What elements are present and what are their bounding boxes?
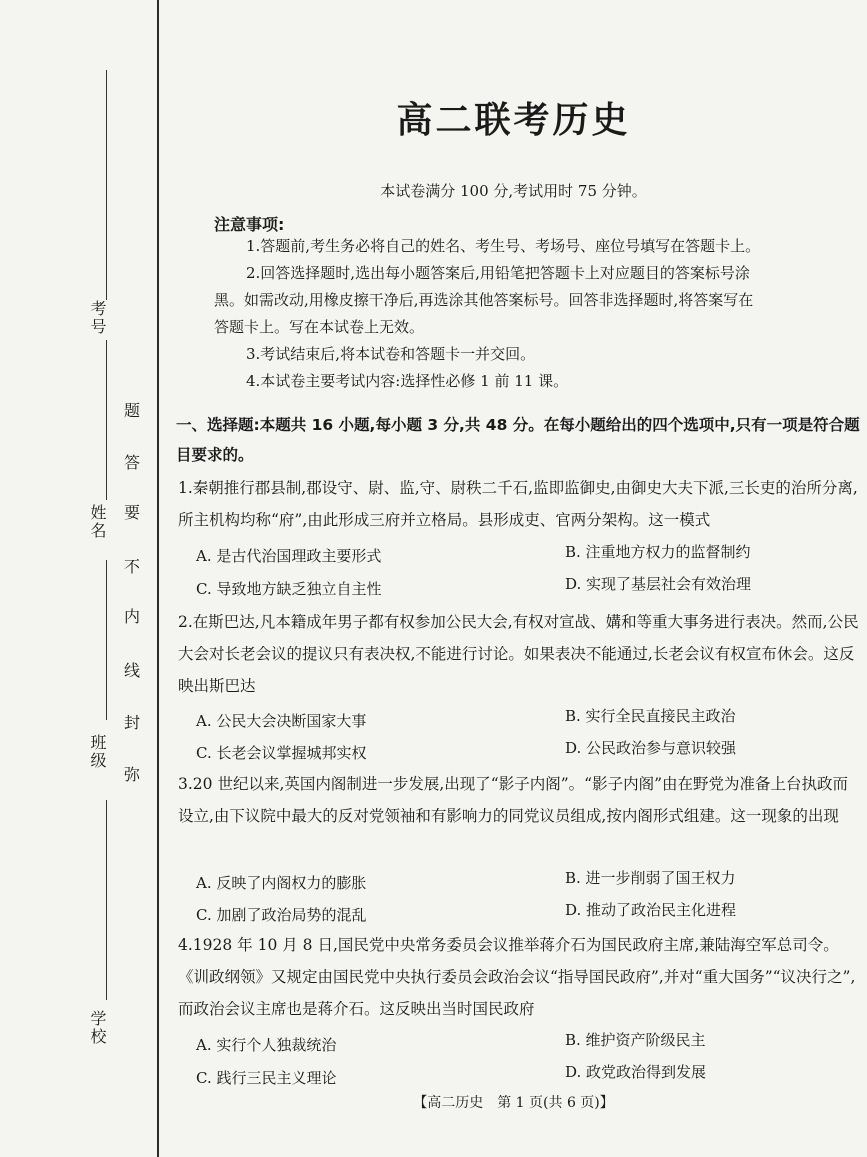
page-title: 高二联考历史 bbox=[396, 100, 631, 141]
option-b: B. 维护资产阶级民主 bbox=[565, 1031, 706, 1049]
seal-char: 线 bbox=[124, 661, 141, 680]
option-a: A. 反映了内阁权力的膨胀 bbox=[196, 874, 367, 892]
notice-line: 答题卡上。写在本试卷上无效。 bbox=[214, 318, 425, 336]
question-stem: 4.1928 年 10 月 8 日,国民党中央常务委员会议推举蒋介石为国民政府主席,兼陆海空军总司令。《训政纲领》又规定由国民党中央执行委员会政治会议“指导国民政府”,并对“重大国务”“议决行之”,而政治会议主席也是蒋介石。这反映出当时国民政府 bbox=[178, 936, 856, 1018]
seal-char: 答 bbox=[124, 453, 141, 472]
option-c: C. 长老会议掌握城邦实权 bbox=[196, 744, 367, 762]
question-stem: 2.在斯巴达,凡本籍成年男子都有权参加公民大会,有权对宣战、媾和等重大事务进行表决。然而,公民大会对长老会议的提议只有表决权,不能进行讨论。如果表决不能通过,长老会议有权宣布休会。这反映出斯巴达 bbox=[178, 613, 859, 695]
notice-line: 3.考试结束后,将本试卷和答题卡一并交回。 bbox=[246, 345, 536, 363]
option-a: A. 是古代治国理政主要形式 bbox=[196, 547, 382, 565]
seal-char: 不 bbox=[124, 557, 141, 576]
seal-char: 弥 bbox=[124, 765, 141, 784]
question-stem: 3.20 世纪以来,英国内阁制进一步发展,出现了“影子内阁”。“影子内阁”由在野党为准备上台执政而设立,由下议院中最大的反对党领袖和有影响力的同党议员组成,按内阁形式组建。这一现象的出现 bbox=[178, 775, 848, 825]
exam-no-line bbox=[106, 70, 107, 300]
option-b: B. 进一步削弱了国王权力 bbox=[565, 869, 736, 887]
option-a: A. 公民大会决断国家大事 bbox=[196, 712, 367, 730]
name-label: 姓名 bbox=[88, 504, 107, 540]
notice-heading: 注意事项: bbox=[214, 215, 285, 234]
option-d: D. 政党政治得到发展 bbox=[565, 1063, 707, 1081]
section-heading: 一、选择题:本题共 16 小题,每小题 3 分,共 48 分。在每小题给出的四个选项中,只有一项是符合题目要求的。 bbox=[176, 416, 860, 464]
school-label: 学校 bbox=[88, 1010, 107, 1046]
notice-line: 1.答题前,考生务必将自己的姓名、考生号、考场号、座位号填写在答题卡上。 bbox=[246, 237, 761, 255]
question-stem: 1.秦朝推行郡县制,郡设守、尉、监,守、尉秩二千石,监即监御史,由御史大夫下派,三长吏的治所分离,所主机构均称“府”,由此形成三府并立格局。县形成吏、官两分架构。这一模式 bbox=[178, 479, 858, 529]
name-line bbox=[106, 340, 107, 500]
page-footer: 【高二历史 第 1 页(共 6 页)】 bbox=[413, 1095, 614, 1111]
exam-info: 本试卷满分 100 分,考试用时 75 分钟。 bbox=[380, 182, 647, 200]
notice-line: 4.本试卷主要考试内容:选择性必修 1 前 11 课。 bbox=[246, 372, 569, 390]
option-d: D. 推动了政治民主化进程 bbox=[565, 901, 737, 919]
option-c: C. 践行三民主义理论 bbox=[196, 1069, 337, 1087]
option-d: D. 公民政治参与意识较强 bbox=[565, 739, 737, 757]
seal-char: 封 bbox=[124, 713, 141, 732]
seal-char: 要 bbox=[124, 503, 141, 522]
school-line bbox=[106, 800, 107, 1000]
seal-char: 内 bbox=[124, 607, 141, 626]
binding-margin bbox=[0, 0, 160, 1157]
option-b: B. 实行全民直接民主政治 bbox=[565, 707, 736, 725]
seal-char: 题 bbox=[124, 401, 141, 420]
binding-rule bbox=[157, 0, 159, 1157]
option-c: C. 导致地方缺乏独立自主性 bbox=[196, 580, 382, 598]
class-label: 班级 bbox=[88, 734, 107, 770]
option-a: A. 实行个人独裁统治 bbox=[196, 1036, 337, 1054]
class-line bbox=[106, 560, 107, 720]
notice-line: 黑。如需改动,用橡皮擦干净后,再选涂其他答案标号。回答非选择题时,将答案写在 bbox=[214, 291, 754, 309]
option-d: D. 实现了基层社会有效治理 bbox=[565, 575, 752, 593]
exam-no-label: 考号 bbox=[88, 300, 107, 336]
option-c: C. 加剧了政治局势的混乱 bbox=[196, 906, 367, 924]
notice-line: 2.回答选择题时,选出每小题答案后,用铅笔把答题卡上对应题目的答案标号涂 bbox=[246, 264, 750, 282]
option-b: B. 注重地方权力的监督制约 bbox=[565, 543, 751, 561]
